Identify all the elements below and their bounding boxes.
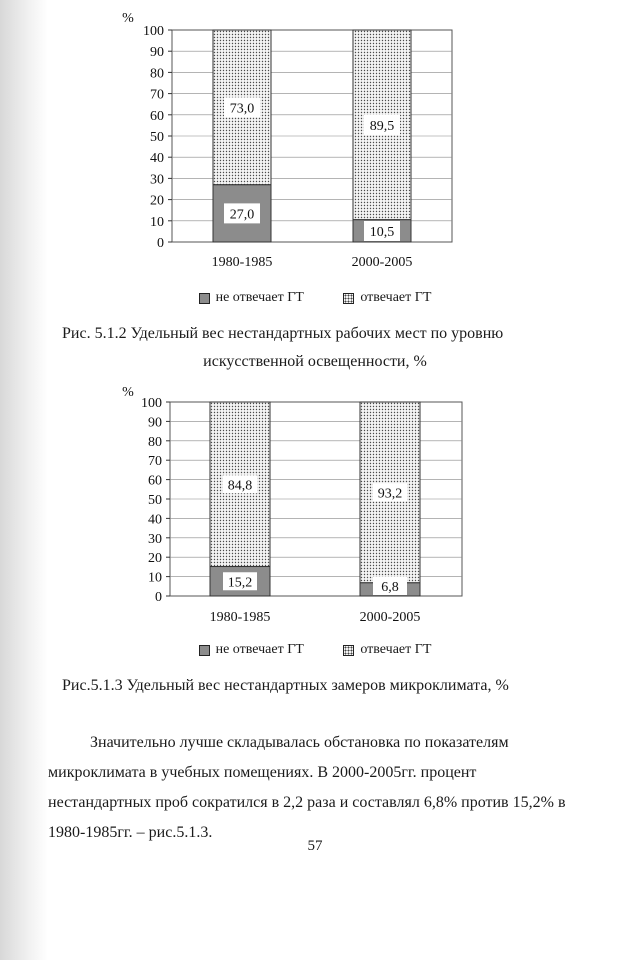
y-tick-label: 0 (157, 236, 164, 251)
y-tick-label: 40 (150, 151, 164, 167)
legend-swatch-dark (199, 645, 210, 656)
legend-fig-5-1-3 (0, 642, 630, 661)
data-label: 84,8 (227, 478, 253, 494)
legend-item-not-compliant (199, 290, 304, 306)
legend-label: отвечает ГТ (360, 642, 432, 657)
y-tick-label: 40 (148, 512, 162, 528)
y-tick-label: 80 (148, 434, 162, 450)
y-tick-label: 30 (148, 531, 162, 547)
y-axis-unit-label: % (122, 385, 134, 400)
legend-item-compliant (343, 290, 431, 306)
y-tick-label: 70 (148, 454, 162, 470)
paragraph-line: микроклимата в учебных помещениях. В 2000-2005гг. процент (48, 764, 477, 781)
paragraph-line: нестандартных проб сократился в 2,2 раза и составлял 6,8% против 15,2% в (48, 794, 566, 811)
legend-item-compliant (343, 642, 431, 658)
data-label: 93,2 (377, 486, 403, 502)
y-tick-label: 20 (150, 193, 164, 209)
data-label: 89,5 (369, 118, 395, 134)
legend-label: не отвечает ГТ (215, 642, 304, 657)
figure-caption-line-2: искусственной освещенности, % (203, 353, 427, 370)
legend-label: не отвечает ГТ (215, 290, 304, 305)
legend-fig-5-1-2 (0, 290, 630, 309)
x-category-label: 1980-1985 (209, 610, 271, 625)
y-tick-label: 70 (150, 87, 164, 103)
y-tick-label: 50 (148, 493, 162, 508)
y-axis-unit-label: % (122, 11, 134, 26)
chart-fig-5-1-2 (0, 0, 630, 300)
y-tick-label: 100 (141, 396, 162, 411)
y-tick-label: 50 (150, 130, 164, 145)
y-tick-label: 80 (150, 66, 164, 82)
y-tick-label: 10 (148, 570, 162, 586)
figure-caption: Рис.5.1.3 Удельный вес нестандартных замеров микроклимата, % (62, 677, 509, 694)
legend-swatch-dotted (343, 645, 354, 656)
y-tick-label: 20 (148, 551, 162, 567)
data-label: 73,0 (229, 101, 255, 117)
y-tick-label: 90 (148, 415, 162, 431)
legend-label: отвечает ГТ (360, 290, 432, 305)
paragraph-line: Значительно лучше складывалась обстановка по показателям (90, 734, 509, 751)
y-tick-label: 90 (150, 45, 164, 61)
legend-swatch-dotted (343, 293, 354, 304)
legend-item-not-compliant (199, 642, 304, 658)
paragraph-line: 1980-1985гг. – рис.5.1.3. (48, 824, 213, 841)
x-category-label: 2000-2005 (351, 255, 413, 270)
data-label: 10,5 (369, 225, 395, 240)
x-category-label: 1980-1985 (211, 255, 273, 270)
y-tick-label: 10 (150, 214, 164, 230)
y-tick-label: 100 (143, 24, 164, 39)
y-tick-label: 60 (148, 473, 162, 489)
body-paragraph (48, 728, 580, 848)
legend-swatch-dark (199, 293, 210, 304)
y-tick-label: 0 (155, 590, 162, 605)
chart-fig-5-1-3 (0, 378, 630, 638)
data-label: 15,2 (227, 575, 253, 591)
y-tick-label: 30 (150, 172, 164, 188)
y-tick-label: 60 (150, 108, 164, 124)
page-number: 57 (307, 838, 323, 854)
figure-caption-line-1: Рис. 5.1.2 Удельный вес нестандартных рабочих мест по уровню (62, 325, 504, 342)
chart-svg-fig-5-1-2 (0, 0, 630, 280)
chart-svg-fig-5-1-3 (0, 378, 630, 628)
x-category-label: 2000-2005 (359, 610, 421, 625)
data-label: 6,8 (381, 580, 399, 595)
data-label: 27,0 (229, 207, 255, 223)
